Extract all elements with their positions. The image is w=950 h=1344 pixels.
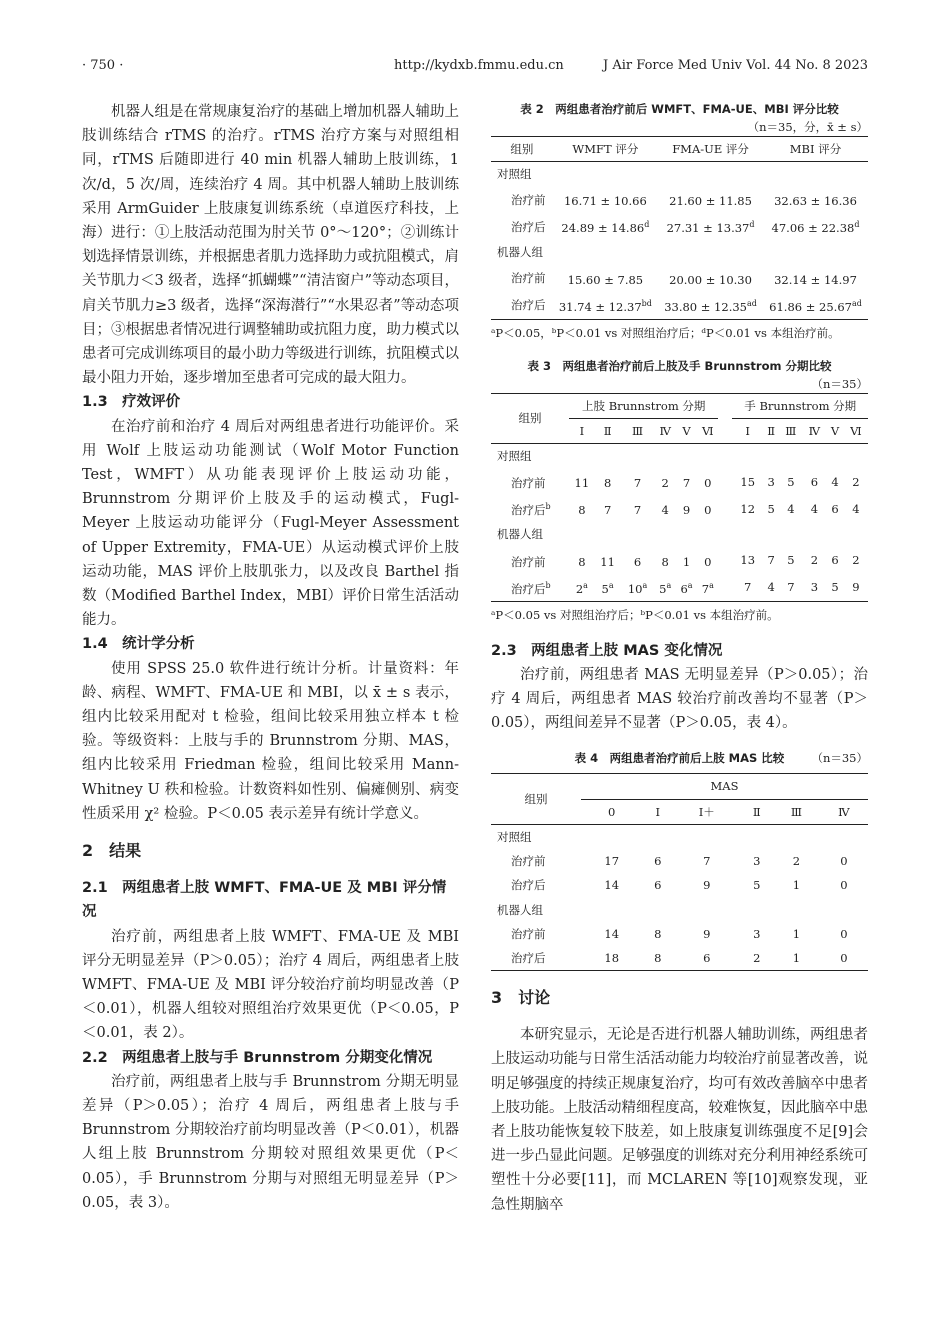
cell: 7$^a$ xyxy=(701,580,714,596)
table-2-note: ᵃP＜0.05，ᵇP＜0.01 vs 对照组治疗后；ᵈP＜0.01 vs 本组治疗前。 xyxy=(491,325,840,340)
right-column xyxy=(491,100,868,1217)
table-row xyxy=(491,873,868,897)
cell: 5 xyxy=(831,580,839,595)
cell: 8 xyxy=(578,503,586,518)
cell: 7 xyxy=(787,580,795,595)
table-4-caption: 表 4 两组患者治疗前后上肢 MAS 比较 xyxy=(574,751,785,766)
left-column xyxy=(82,100,459,1215)
table-row: 治疗后 31.74 ± 12.37$^{bd}$ 33.80 ± 12.35$^{ad}$ 61.86 ± 25.67$^{ad}$ xyxy=(491,292,868,320)
cell: 3 xyxy=(753,854,761,869)
cell: 9 xyxy=(852,580,860,595)
table-2 xyxy=(491,136,868,320)
cell: 5$^a$ xyxy=(601,580,614,596)
table-row xyxy=(491,495,868,522)
table-row xyxy=(491,922,868,946)
table-header: FMA-UE 评分 xyxy=(672,142,749,156)
row-label: 治疗前 xyxy=(511,926,546,941)
cell: 2$^a$ xyxy=(575,580,588,596)
table-header: 手 Brunnstrom 分期 xyxy=(732,393,868,418)
row-label: 治疗后 xyxy=(511,950,546,965)
table-row: 治疗前 16.71 ± 10.66 21.60 ± 11.85 32.63 ± 16.36 xyxy=(511,192,857,209)
row-label: 治疗前 xyxy=(511,554,546,569)
cell: 6 xyxy=(654,878,662,893)
table-3-caption: 表 3 两组患者治疗前后上肢及手 Brunnstrom 分期比较 xyxy=(527,358,832,373)
table-2-unit: （n＝35，分，x̄ ± s） xyxy=(747,120,868,134)
cell: 7 xyxy=(767,553,775,568)
table-4: 组别 MAS 0 Ⅰ Ⅰ＋ Ⅱ Ⅲ Ⅳ 对照组 治疗前 17 6 7 3 2 0 治疗后 14 6 9 5 1 0 机器人组 治疗前 14 8 9 3 1 0 治疗后 18 8 6 2 1 0 xyxy=(491,773,868,971)
paragraph-discussion: 本研究显示，无论是否进行机器人辅助训练，两组患者上肢运动功能与日常生活活动能力均较治疗前显著改善，说明足够强度的持续正规康复治疗，均可有效改善脑卒中患者上肢功能。上肢活动精细程度高，较难恢复，因此脑卒中患者上肢功能恢复较下肢差，如上肢康复训练强度不足[9]会进一步凸显此问题。足够强度的训练对充分利用神经系统可塑性十分必要[11]，而 MCLAREN 等[10]观察发现，亚急性期脑卒 xyxy=(491,1027,868,1213)
cell: 15 xyxy=(740,474,756,489)
cell: 9 xyxy=(682,503,691,518)
table-2-caption: 表 2 两组患者治疗前后 WMFT、FMA-UE、MBI 评分比较 xyxy=(520,102,839,116)
cell: 5$^a$ xyxy=(659,580,672,596)
cell: 6 xyxy=(831,501,839,516)
cell: 13 xyxy=(740,553,756,568)
paragraph-statistics: 使用 SPSS 25.0 软件进行统计分析。计量资料：年龄、病程、WMFT、FMA-UE 和 MBI，以 x̄ ± s 表示，组内比较采用配对 t 检验，组间比较采用独立样本 t 检验。等级资料：上肢与手的 Brunnstrom 分期、MAS，组内比较采用 Friedman 检验，组间比较采用 Mann-Whitney U 秩和检验。计数资料如性别、偏瘫侧别、病变性质采用 χ² 检验。P＜0.05 表示差异有统计学意义。 xyxy=(82,660,459,822)
cell: 9 xyxy=(703,878,711,893)
table-header: MBI 评分 xyxy=(789,142,842,156)
group-label: 对照组 xyxy=(497,829,532,844)
cell: 1 xyxy=(682,554,691,569)
cell: 4 xyxy=(852,501,860,516)
cell: 1 xyxy=(792,950,801,965)
cell: 11 xyxy=(600,554,615,569)
cell: 0 xyxy=(704,476,712,491)
row-label: 治疗前 xyxy=(511,476,546,491)
cell: 10$^a$ xyxy=(627,580,648,596)
cell: 0 xyxy=(840,926,848,941)
paragraph-efficacy: 在治疗前和治疗 4 周后对两组患者进行功能评价。采用 Wolf 上肢运动功能测试（Wolf Motor Function Test，WMFT）从功能表现评价上肢运动功能，Brunnstrom 分期评价上肢及手的运动模式，Fugl-Meyer 上肢运动功能评分（Fugl-Meyer Assessment of Upper Extremity，FMA-UE）从运动模式评价上肢运动功能，MAS 评价上肢肌张力，以及改良 Barthel 指数（Modified Barthel Index，MBI）评价日常生活活动能力。 xyxy=(82,418,459,629)
cell: 4 xyxy=(810,501,819,516)
journal-url: http://kydxb.fmmu.edu.cn xyxy=(394,58,564,73)
group-label: 对照组 xyxy=(497,449,532,464)
cell: 7 xyxy=(633,476,642,491)
row-label: 治疗后 xyxy=(511,878,546,893)
cell: 6 xyxy=(703,950,711,965)
table-header: WMFT 评分 xyxy=(572,142,639,156)
journal-info: J Air Force Med Univ Vol. 44 No. 8 2023 xyxy=(603,58,868,73)
table-header: 上肢 Brunnstrom 分期 xyxy=(569,393,718,418)
cell: 6 xyxy=(831,553,839,568)
cell: 5 xyxy=(787,553,795,568)
paragraph-2-3: 治疗前，两组患者 MAS 无明显差异（P＞0.05）；治疗 4 周后，两组患者 MAS 较治疗前改善均不显著（P＞0.05），两组间差异不显著（P＞0.05，表 4）。 xyxy=(491,666,868,732)
cell: 12 xyxy=(740,501,756,516)
cell: 8 xyxy=(654,926,662,941)
paragraph-2-2: 治疗前，两组患者上肢与手 Brunnstrom 分期无明显差异（P＞0.05）；治疗 4 周后，两组患者上肢与手 Brunnstrom 分期较治疗前均明显改善（P＜0.01），机器人组上肢 Brunnstrom 分期较对照组效果更优（P＜0.05），手 Brunnstrom 分期与对照组无明显差异（P＞0.05，表 3）。 xyxy=(82,1073,459,1211)
cell: 4 xyxy=(767,580,775,595)
cell: 14 xyxy=(604,926,620,941)
cell: 7 xyxy=(682,476,691,491)
table-header: 组别 xyxy=(491,774,581,824)
section-3-heading: 3 讨论 xyxy=(491,988,551,1008)
cell: 2 xyxy=(810,553,819,568)
table-header: MAS xyxy=(581,774,868,799)
table-row: 治疗前 15.60 ± 7.85 20.00 ± 10.30 32.14 ± 14.97 xyxy=(511,271,857,287)
cell: 6 xyxy=(810,474,819,489)
cell: 8 xyxy=(654,950,662,965)
table-row: 治疗后 24.89 ± 14.86$^d$ 27.31 ± 13.37$^d$ 47.06 ± 22.38$^d$ xyxy=(511,219,860,236)
cell: 5 xyxy=(753,878,761,893)
group-label: 机器人组 xyxy=(497,245,543,260)
cell: 4 xyxy=(661,503,669,518)
cell: 7 xyxy=(633,503,642,518)
table-3-note: ᵃP＜0.05 vs 对照组治疗后；ᵇP＜0.01 vs 本组治疗前。 xyxy=(491,607,779,622)
cell: 7 xyxy=(603,503,612,518)
cell: 0 xyxy=(840,854,848,869)
cell: 11 xyxy=(574,476,590,491)
cell: 6 xyxy=(633,554,642,569)
cell: 7 xyxy=(703,854,711,869)
cell: 2 xyxy=(792,854,801,869)
table-row xyxy=(491,946,868,971)
cell: 0 xyxy=(840,878,848,893)
cell: 2 xyxy=(852,474,860,489)
section-2-3-heading: 2.3 两组患者上肢 MAS 变化情况 xyxy=(491,642,723,659)
table-header: 组别 xyxy=(510,142,534,156)
cell: 18 xyxy=(604,950,620,965)
cell: 3 xyxy=(810,580,819,595)
cell: 4 xyxy=(787,501,795,516)
row-label: 治疗后$^b$ xyxy=(511,580,551,596)
cell: 17 xyxy=(604,854,620,869)
cell: 4 xyxy=(831,474,839,489)
cell: 5 xyxy=(787,474,795,489)
table-row xyxy=(491,547,868,574)
cell: 3 xyxy=(753,926,761,941)
table-3: 组别 上肢 Brunnstrom 分期 手 Brunnstrom 分期 Ⅰ Ⅱ Ⅲ Ⅳ Ⅴ Ⅵ Ⅰ Ⅱ Ⅲ Ⅳ Ⅴ Ⅵ 对照组 治疗前 11 8 7 2 7 0 15 3 5 6 4 2 治疗后$^b$ 8 7 7 4 9 0 12 5 4 4 6 4 机器人组 治疗前 8 11 6 8 1 0 13 7 5 2 6 2 治疗后$^b$ 2$^a$ 5$^a$ 10$^a$ 5$^a$ 6$^a$ 7$^a$ 7 4 7 3 5 9 xyxy=(491,393,868,602)
row-label: 治疗后$^b$ xyxy=(511,502,551,518)
group-label: 机器人组 xyxy=(497,902,543,917)
cell: 7 xyxy=(744,580,752,595)
cell: 9 xyxy=(703,926,711,941)
cell: 6$^a$ xyxy=(680,580,693,596)
section-1-4-heading: 1.4 统计学分析 xyxy=(82,636,195,653)
row-label: 治疗前 xyxy=(511,854,546,869)
cell: 2 xyxy=(753,950,761,965)
table-4-unit: （n＝35） xyxy=(811,751,868,766)
cell: 3 xyxy=(767,474,775,489)
table-row xyxy=(491,849,868,873)
section-2-1-heading: 2.1 两组患者上肢 WMFT、FMA-UE 及 MBI 评分情况 xyxy=(82,880,447,921)
cell: 8 xyxy=(603,476,612,491)
running-header xyxy=(82,58,868,80)
page-number: · 750 · xyxy=(82,58,124,73)
cell: 8 xyxy=(578,554,586,569)
cell: 1 xyxy=(792,878,801,893)
table-row xyxy=(491,574,868,602)
paragraph-robot-group: 机器人组是在常规康复治疗的基础上增加机器人辅助上肢训练结合 rTMS 的治疗。rTMS 治疗方案与对照组相同，rTMS 后随即进行 40 min 机器人辅助上肢训练，1 次/d，5 次/周，连续治疗 4 周。其中机器人辅助上肢训练采用 ArmGuider 上肢康复训练系统（卓道医疗科技，上海）进行：①上肢活动范围为肘关节 0°～120°；②训练计划选择情景训练，并根据患者肌力选择助力或抗阻模式，肩关节肌力＜3 级者，选择“抓蝴蝶”“清洁窗户”等动态项目，肩关节肌力≥3 级者，选择“深海潜行”“水果忍者”等动态项目；③根据患者情况进行调整辅助或抗阻力度，助力模式以患者可完成训练项目的最小助力等级进行训练，抗阻模式以最小阻力开始，逐步增加至患者可完成的最大阻力。 xyxy=(82,104,459,387)
cell: 14 xyxy=(604,878,620,893)
cell: 0 xyxy=(840,950,848,965)
cell: 6 xyxy=(654,854,662,869)
table-header: 组别 xyxy=(491,393,569,443)
table-row xyxy=(491,468,868,495)
cell: 5 xyxy=(767,501,775,516)
paragraph-2-1: 治疗前，两组患者上肢 WMFT、FMA-UE 及 MBI 评分无明显差异（P＞0.05）；治疗 4 周后，两组患者上肢 WMFT、FMA-UE 及 MBI 评分较治疗前均明显改善（P＜0.01），机器人组较对照组治疗效果更优（P＜0.05，P＜0.01，表 2）。 xyxy=(82,928,459,1042)
table-3-unit: （n＝35） xyxy=(811,376,868,391)
cell: 1 xyxy=(792,926,801,941)
cell: 0 xyxy=(704,503,712,518)
cell: 2 xyxy=(852,553,860,568)
section-2-heading: 2 结果 xyxy=(82,841,142,861)
section-2-2-heading: 2.2 两组患者上肢与手 Brunnstrom 分期变化情况 xyxy=(82,1049,433,1066)
cell: 2 xyxy=(661,476,669,491)
group-label: 对照组 xyxy=(497,167,532,182)
section-1-3-heading: 1.3 疗效评价 xyxy=(82,394,181,411)
cell: 8 xyxy=(661,554,669,569)
cell: 0 xyxy=(704,554,712,569)
group-label: 机器人组 xyxy=(497,527,543,542)
